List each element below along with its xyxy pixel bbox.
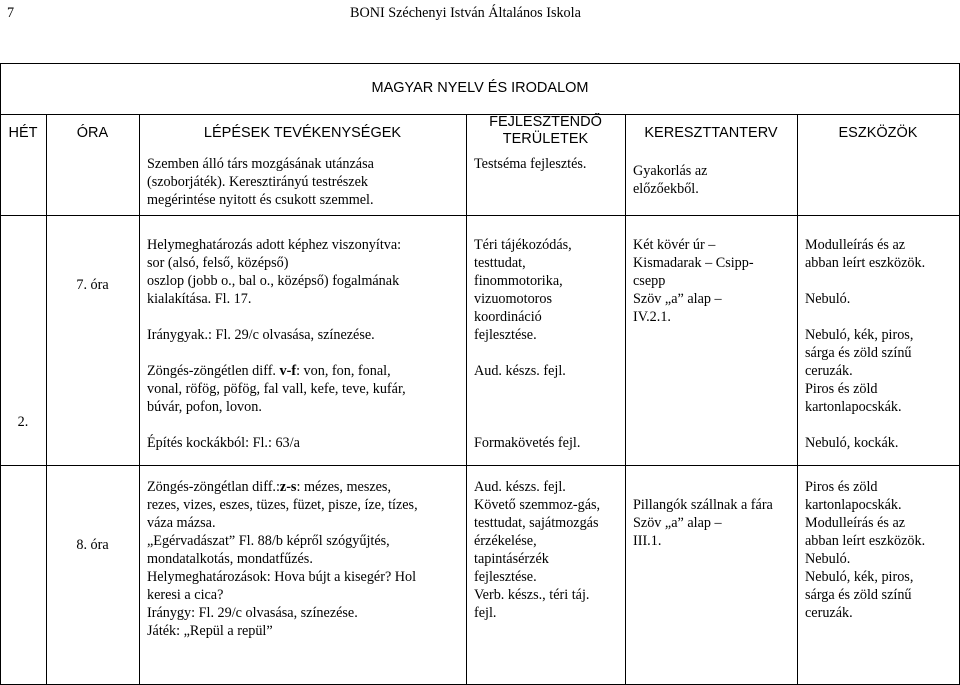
text-line: Nebuló. [805, 551, 851, 567]
text-line: finommotorika, [474, 273, 563, 289]
text-line: fejlesztése. [474, 569, 537, 585]
top-row-cross [633, 162, 707, 198]
text-line: érzékelése, [474, 533, 537, 549]
lesson-8-label: 8. óra [76, 537, 109, 553]
text-line: Nebuló, kék, piros, [805, 327, 914, 343]
text-line: Testséma fejlesztés. [474, 156, 587, 172]
week-number: 2. [17, 414, 29, 430]
text-line: Verb. készs., téri táj. [474, 587, 590, 603]
text-line: Követő szemmoz-gás, [474, 497, 601, 513]
text-line: Téri tájékozódás, [474, 237, 572, 253]
text-line: testtudat, sajátmozgás [474, 515, 599, 531]
text-line: Helymeghatározások: Hova bújt a kisegér? Hol [147, 569, 417, 585]
text-line: Formakövetés fejl. [474, 435, 581, 451]
text-line: mondatalkotás, mondatfűzés. [147, 551, 313, 567]
text-line: oszlop (jobb o., bal o., középső) fogalmának [147, 273, 400, 289]
text-line: Modulleírás és az [805, 515, 906, 531]
text-line: Pillangók szállnak a fára [633, 497, 773, 513]
text-line: Nebuló, kockák. [805, 435, 899, 451]
text-span: : mézes, meszes, [296, 479, 391, 495]
text-line: Piros és zöld [805, 479, 878, 495]
school-name: BONI Széchenyi István Általános Iskola [350, 5, 581, 21]
text-line: Építés kockákból: Fl.: 63/a [147, 435, 300, 451]
text-line: (szoborjáték). Keresztirányú testrészek [147, 174, 368, 190]
text-line: fejl. [474, 605, 497, 621]
page-number: 7 [7, 5, 15, 21]
text-line: sor (alsó, felső, középső) [147, 255, 289, 271]
lesson-7-cross [633, 236, 754, 326]
text-line: Iránygy: Fl. 29/c olvasása, színezése. [147, 605, 358, 621]
text-line: abban leírt eszközök. [805, 255, 926, 271]
text-line: Aud. készs. fejl. [474, 479, 566, 495]
text-line: Aud. készs. fejl. [474, 363, 566, 379]
text-line: „Egérvadászat” Fl. 88/b képről szógyűjtés, [147, 533, 390, 549]
text-line: koordináció [474, 309, 542, 325]
text-line: fejlesztése. [474, 327, 537, 343]
text-line: ceruzák. [805, 605, 853, 621]
text-line: tapintásérzék [474, 551, 549, 567]
column-header-eszkozok: ESZKÖZÖK [838, 125, 918, 141]
top-row-steps [147, 155, 374, 209]
text-line [147, 478, 418, 496]
text-line: ceruzák. [805, 363, 853, 379]
text-line: váza mázsa. [147, 515, 216, 531]
text-line: Két kövér úr – [633, 237, 716, 253]
text-line [147, 362, 406, 380]
text-span-bold: v-f [279, 363, 297, 379]
text-line: előzőekből. [633, 181, 699, 197]
text-span: Zöngés-zöngétlen diff. [147, 363, 280, 379]
text-line: Szöv „a” alap – [633, 291, 722, 307]
text-line: abban leírt eszközök. [805, 533, 926, 549]
text-line: búvár, pofon, lovon. [147, 399, 262, 415]
column-header-het: HÉT [8, 125, 38, 141]
text-line: Nebuló, kék, piros, [805, 569, 914, 585]
text-line: IV.2.1. [633, 309, 671, 325]
text-line: kialakítása. Fl. 17. [147, 291, 252, 307]
column-header-ora: ÓRA [76, 125, 109, 141]
text-line: vonal, röfög, pöfög, fal vall, kefe, teve, kufár, [147, 381, 406, 397]
lesson-8-tools [805, 478, 925, 622]
text-line: kartonlapocskák. [805, 497, 902, 513]
column-header-fejlesztendo [466, 114, 625, 148]
lesson-7-dev [474, 236, 580, 452]
lesson-7-tools [805, 236, 925, 452]
text-line: sárga és zöld színű [805, 345, 912, 361]
text-line: Szemben álló társ mozgásának utánzása [147, 156, 374, 172]
table-title: MAGYAR NYELV ÉS IRODALOM [371, 80, 589, 96]
text-line: csepp [633, 273, 666, 289]
text-line: Gyakorlás az [633, 163, 708, 179]
top-row-dev [474, 155, 586, 173]
text-line: megérintése nyitott és csukott szemmel. [147, 192, 374, 208]
text-line: keresi a cica? [147, 587, 224, 603]
text-line: Iránygyak.: Fl. 29/c olvasása, színezése. [147, 327, 375, 343]
lesson-8-cross [633, 496, 773, 550]
text-span: Zöngés-zöngétlan diff.: [147, 479, 280, 495]
text-line: Modulleírás és az [805, 237, 906, 253]
text-line: testtudat, [474, 255, 526, 271]
lesson-8-dev [474, 478, 600, 622]
text-line: Helymeghatározás adott képhez viszonyítva: [147, 237, 402, 253]
lesson-7-steps [147, 236, 406, 452]
text-line: Piros és zöld [805, 381, 878, 397]
text-line: Nebuló. [805, 291, 851, 307]
text-line: Játék: „Repül a repül” [147, 623, 273, 639]
lesson-8-steps [147, 478, 418, 640]
text-span-bold: z-s [279, 479, 297, 495]
text-line: rezes, vizes, eszes, tüzes, füzet, pisze, íze, tízes, [147, 497, 418, 513]
lesson-7-label: 7. óra [76, 277, 109, 293]
column-header-fejlesztendo-line1: FEJLESZTENDŐ [489, 114, 602, 130]
text-span: : von, fon, fonal, [296, 363, 391, 379]
text-line: vizuomotoros [474, 291, 553, 307]
column-header-kereszttanterv: KERESZTTANTERV [644, 125, 778, 141]
text-line: sárga és zöld színű [805, 587, 912, 603]
text-line: Szöv „a” alap – [633, 515, 722, 531]
column-header-lepesek: LÉPÉSEK TEVÉKENYSÉGEK [203, 125, 402, 141]
text-line: kartonlapocskák. [805, 399, 902, 415]
column-header-fejlesztendo-line2: TERÜLETEK [502, 131, 589, 147]
text-line: Kismadarak – Csipp- [633, 255, 754, 271]
text-line: III.1. [633, 533, 662, 549]
